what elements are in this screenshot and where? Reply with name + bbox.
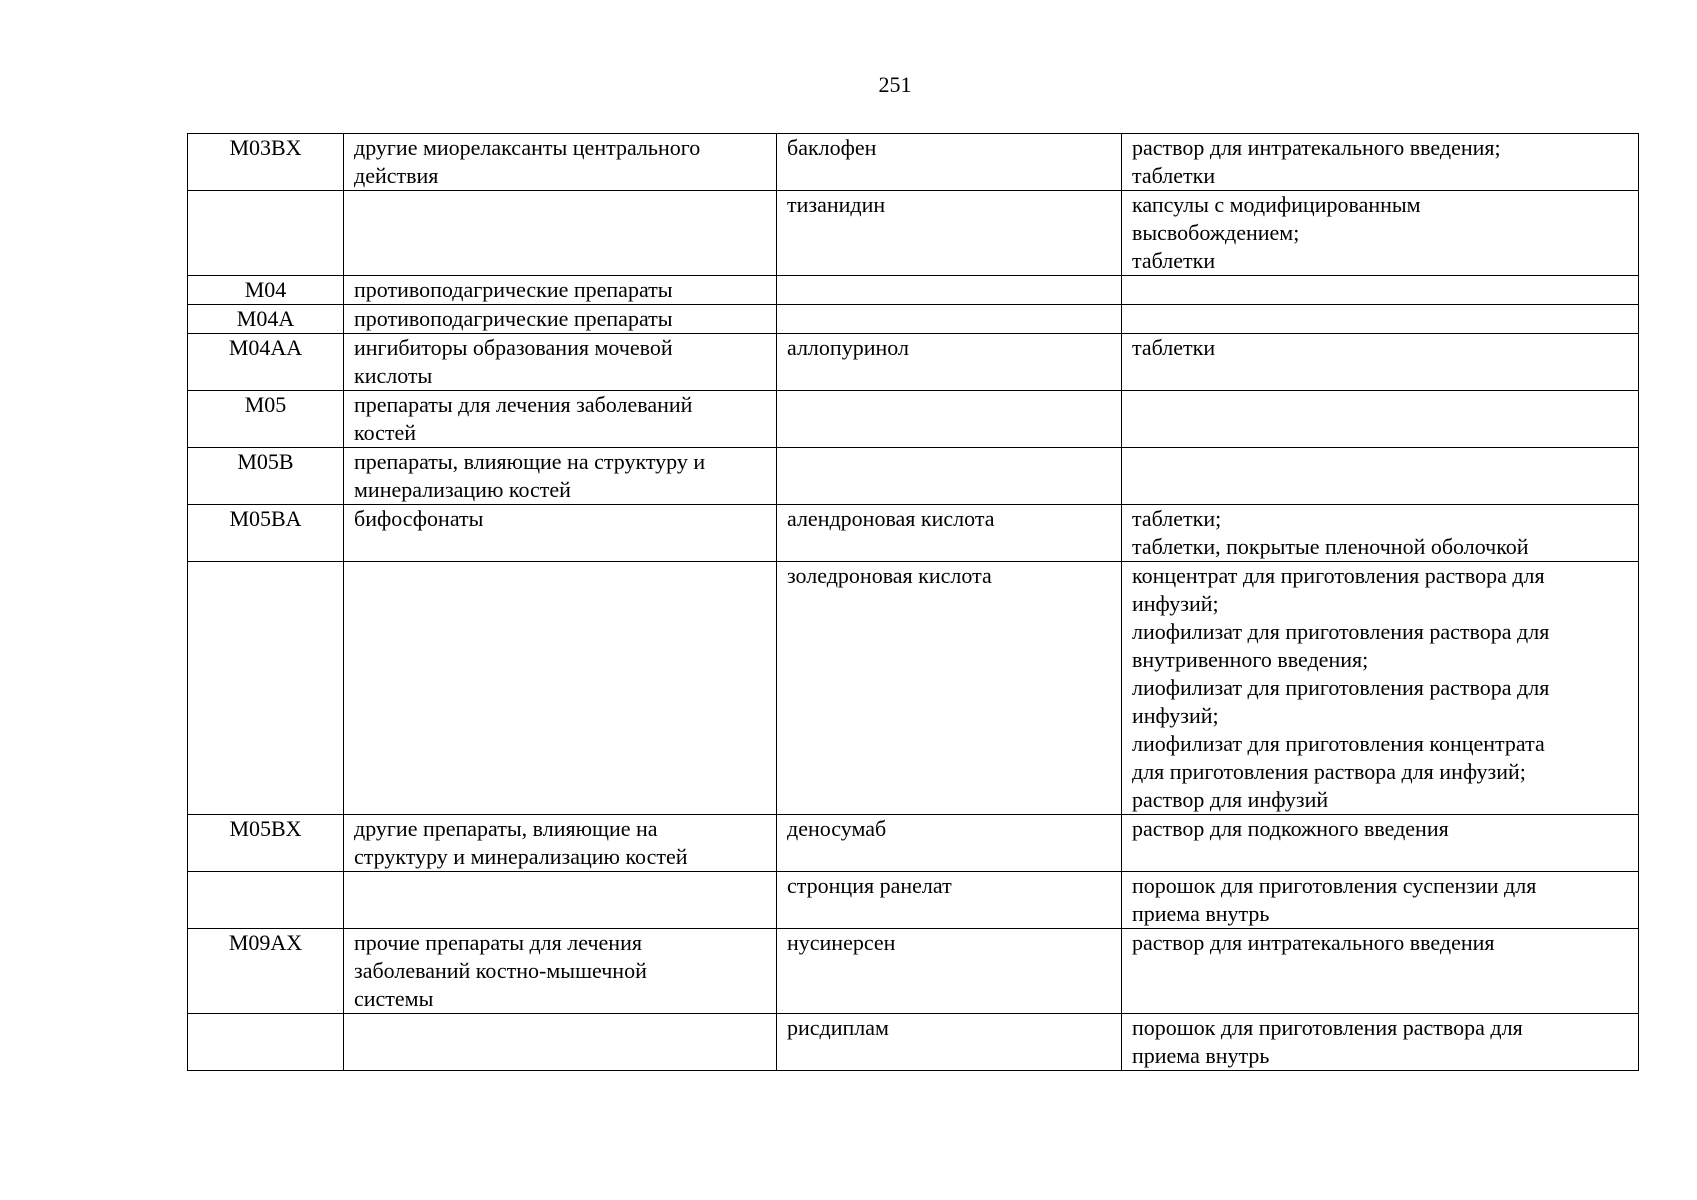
drug-cell xyxy=(777,305,1122,334)
drug-cell: золедроновая кислота xyxy=(777,562,1122,815)
dosage-form-cell xyxy=(1122,276,1639,305)
group-cell xyxy=(344,1014,777,1071)
dosage-form-cell xyxy=(1122,391,1639,448)
dosage-form-cell: концентрат для приготовления раствора для инфузий; лиофилизат для приготовления раствора для внутривенного введения; лиофилизат для приготовления раствора для инфузий; лиофилизат для приготовления концентрата для приготовления раствора для инфузий; раствор для инфузий xyxy=(1122,562,1639,815)
table-row xyxy=(188,448,1639,505)
atc-code-cell: M05BX xyxy=(188,815,344,872)
drug-cell: алендроновая кислота xyxy=(777,505,1122,562)
table-row xyxy=(188,872,1639,929)
table-row xyxy=(188,929,1639,1014)
group-cell xyxy=(344,191,777,276)
group-cell: другие миорелаксанты центрального действия xyxy=(344,134,777,191)
atc-code-cell xyxy=(188,562,344,815)
dosage-form-cell: таблетки; таблетки, покрытые пленочной оболочкой xyxy=(1122,505,1639,562)
dosage-form-cell: раствор для интратекального введения xyxy=(1122,929,1639,1014)
atc-code-cell: M09AX xyxy=(188,929,344,1014)
table-row xyxy=(188,562,1639,815)
table-row xyxy=(188,134,1639,191)
drug-cell: нусинерсен xyxy=(777,929,1122,1014)
atc-code-cell xyxy=(188,191,344,276)
table-row xyxy=(188,276,1639,305)
group-cell: прочие препараты для лечения заболеваний костно-мышечной системы xyxy=(344,929,777,1014)
atc-code-cell: M04 xyxy=(188,276,344,305)
drug-cell xyxy=(777,276,1122,305)
drug-cell: аллопуринол xyxy=(777,334,1122,391)
table-row xyxy=(188,505,1639,562)
drug-cell xyxy=(777,391,1122,448)
drug-cell: рисдиплам xyxy=(777,1014,1122,1071)
group-cell: ингибиторы образования мочевой кислоты xyxy=(344,334,777,391)
group-cell: другие препараты, влияющие на структуру и минерализацию костей xyxy=(344,815,777,872)
drug-cell: стронция ранелат xyxy=(777,872,1122,929)
page-number: 251 xyxy=(878,72,912,97)
group-cell: бифосфонаты xyxy=(344,505,777,562)
dosage-form-cell: капсулы с модифицированным высвобождением; таблетки xyxy=(1122,191,1639,276)
dosage-form-cell: порошок для приготовления раствора для приема внутрь xyxy=(1122,1014,1639,1071)
atc-code-cell: M04AA xyxy=(188,334,344,391)
group-cell xyxy=(344,872,777,929)
atc-code-cell: M05BA xyxy=(188,505,344,562)
group-cell: препараты для лечения заболеваний костей xyxy=(344,391,777,448)
drug-cell: тизанидин xyxy=(777,191,1122,276)
dosage-form-cell: порошок для приготовления суспензии для приема внутрь xyxy=(1122,872,1639,929)
table-row xyxy=(188,334,1639,391)
dosage-form-cell: таблетки xyxy=(1122,334,1639,391)
drug-table xyxy=(187,133,1639,1071)
atc-code-cell: M04A xyxy=(188,305,344,334)
group-cell: препараты, влияющие на структуру и минерализацию костей xyxy=(344,448,777,505)
drug-cell xyxy=(777,448,1122,505)
atc-code-cell xyxy=(188,1014,344,1071)
atc-code-cell: M05B xyxy=(188,448,344,505)
group-cell: противоподагрические препараты xyxy=(344,305,777,334)
group-cell: противоподагрические препараты xyxy=(344,276,777,305)
dosage-form-cell: раствор для подкожного введения xyxy=(1122,815,1639,872)
table-row xyxy=(188,191,1639,276)
drug-cell: баклофен xyxy=(777,134,1122,191)
atc-code-cell: M05 xyxy=(188,391,344,448)
table-row xyxy=(188,305,1639,334)
table-row xyxy=(188,391,1639,448)
dosage-form-cell xyxy=(1122,448,1639,505)
dosage-form-cell xyxy=(1122,305,1639,334)
atc-code-cell xyxy=(188,872,344,929)
atc-code-cell: M03BX xyxy=(188,134,344,191)
table-row xyxy=(188,815,1639,872)
table-row xyxy=(188,1014,1639,1071)
dosage-form-cell: раствор для интратекального введения; таблетки xyxy=(1122,134,1639,191)
drug-cell: деносумаб xyxy=(777,815,1122,872)
group-cell xyxy=(344,562,777,815)
